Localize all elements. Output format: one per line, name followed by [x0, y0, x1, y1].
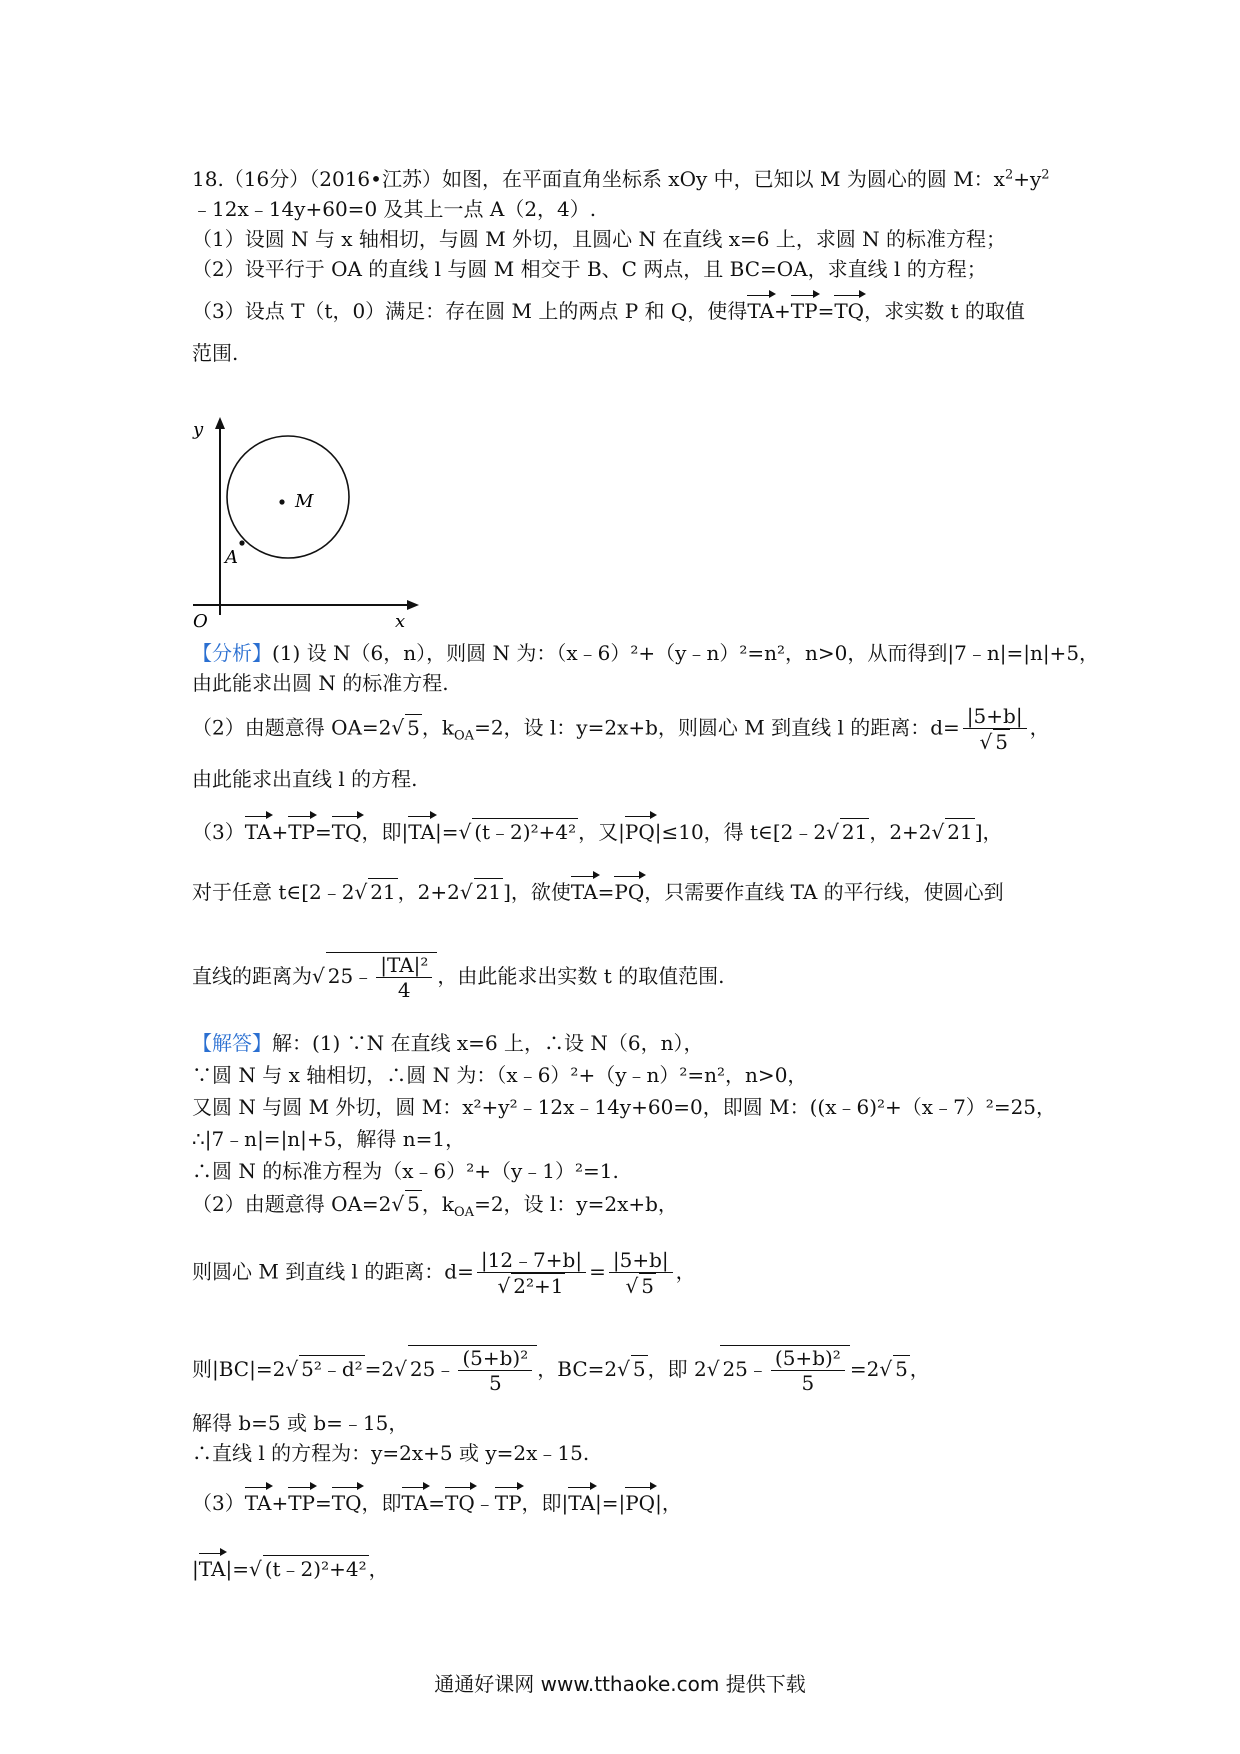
- vector-ta: TA: [570, 880, 598, 904]
- analysis-text: ，2+2: [869, 820, 932, 844]
- analysis-line-2: 由此能求出圆 N 的标准方程.: [192, 671, 449, 695]
- radicand: [408, 1345, 537, 1395]
- vector-tp: TP: [494, 1491, 522, 1515]
- solution-text: ，BC=2: [537, 1357, 618, 1381]
- analysis-text: 直线的距离为: [192, 964, 312, 988]
- analysis-text: ，k: [421, 715, 455, 740]
- denominator: 5: [801, 1371, 815, 1395]
- solution-line-3: 又圆 N 与圆 M 外切，圆 M：x²+y²﹣12x﹣14y+60=0，即圆 M：((x﹣6)²+（x﹣7）²=25，: [192, 1095, 1057, 1119]
- radicand: 5: [407, 1192, 420, 1216]
- exponent: 2: [1041, 167, 1050, 183]
- problem-text: 18.（16分）（2016•江苏）如图，在平面直角坐标系 xOy 中，已知以 M 为圆心的圆 M：x: [192, 167, 1005, 191]
- analysis-text: 对于任意 t∈[2﹣2: [192, 880, 355, 904]
- op: ﹣: [474, 1491, 495, 1515]
- solution-line-5: ∴圆 N 的标准方程为（x﹣6）²+（y﹣1）²=1.: [192, 1159, 619, 1183]
- label-x: x: [395, 611, 406, 630]
- analysis-tag: 【分析】: [192, 641, 272, 665]
- analysis-text: (1) 设 N（6，n），则圆 N 为：（x﹣6）²+（y﹣n）²=n²，n>0，从而得到|7﹣n|=|n|+5，: [272, 641, 1100, 665]
- radicand-part: 25﹣: [327, 964, 374, 988]
- numerator: (5+b)²: [458, 1346, 532, 1371]
- vector-tp: TP: [288, 1491, 315, 1515]
- exponent: 2: [1004, 167, 1014, 183]
- radicand: 21: [947, 820, 973, 844]
- analysis-text: ]，欲使: [503, 880, 571, 904]
- analysis-text: ]，: [974, 820, 1003, 844]
- solution-text: 解：(1) ∵N 在直线 x=6 上，∴设 N（6，n），: [272, 1031, 704, 1055]
- radicand: 21: [841, 820, 868, 844]
- vector-ta: TA: [747, 299, 775, 323]
- problem-text: （3）设点 T（t，0）满足：存在圆 M 上的两点 P 和 Q，使得: [192, 299, 748, 323]
- solution-line-2: ∵圆 N 与 x 轴相切，∴圆 N 为：（x﹣6）²+（y﹣n）²=n²，n>0，: [192, 1063, 808, 1087]
- analysis-text: |=: [434, 820, 459, 844]
- radicand: 5: [895, 1357, 908, 1381]
- radicand-part: 25﹣: [409, 1357, 456, 1381]
- vector-tp: TP: [288, 820, 315, 844]
- analysis-text: ，又|: [578, 820, 625, 844]
- problem-part-1: （1）设圆 N 与 x 轴相切，与圆 M 外切，且圆心 N 在直线 x=6 上，求圆 N 的标准方程；: [192, 227, 1007, 251]
- solution-text: （3）: [192, 1491, 245, 1515]
- solution-line-12: |TA|=√ (t﹣2)²+4² ，: [192, 1557, 389, 1581]
- y-axis-arrow: [215, 417, 225, 429]
- solution-text: |，: [655, 1491, 682, 1515]
- numerator: |TA|²: [376, 953, 432, 978]
- op: =: [589, 1259, 606, 1284]
- radicand-part: 25﹣: [722, 1357, 768, 1381]
- solution-text: ，: [368, 1557, 389, 1581]
- label-o: O: [193, 611, 208, 630]
- numerator: |5+b|: [609, 1248, 673, 1273]
- analysis-text: =2，设 l：y=2x+b，则圆心 M 到直线 l 的距离：d=: [474, 715, 960, 740]
- op: +: [271, 820, 289, 844]
- analysis-text: （2）由题意得 OA=2: [192, 715, 392, 740]
- distance-fraction: [963, 704, 1027, 754]
- denominator: √ 5: [979, 730, 1008, 754]
- analysis-text: ，2+2: [397, 880, 460, 904]
- distance-fraction-2: [609, 1248, 673, 1298]
- solution-text: ，即: [361, 1491, 402, 1515]
- vector-tq: TQ: [331, 1491, 362, 1515]
- op: =: [428, 1491, 445, 1515]
- op: =: [597, 880, 615, 904]
- solution-text: |=: [225, 1557, 249, 1581]
- analysis-line-1: [192, 640, 1099, 666]
- radicand: [720, 1345, 849, 1395]
- analysis-text: ，只需要作直线 TA 的平行线，使圆心到: [644, 880, 1004, 904]
- vector-ta: TA: [568, 1491, 595, 1515]
- vector-ta: TA: [408, 820, 435, 844]
- problem-line-2: ﹣12x﹣14y+60=0 及其上一点 A（2，4）.: [192, 197, 597, 221]
- op: +: [271, 1491, 289, 1515]
- solution-text: 则圆心 M 到直线 l 的距离：d=: [192, 1259, 474, 1284]
- analysis-text: （3）: [192, 820, 245, 844]
- vector-tq: TQ: [331, 820, 362, 844]
- point-m: [279, 499, 284, 504]
- circle-m: [227, 436, 349, 558]
- ta-fraction: [376, 953, 432, 1002]
- numerator: |12﹣7+b|: [477, 1248, 586, 1273]
- radicand: 5²﹣d²: [301, 1357, 363, 1381]
- problem-part-2: （2）设平行于 OA 的直线 l 与圆 M 相交于 B、C 两点，且 BC=OA，求直线 l 的方程；: [192, 257, 987, 281]
- op: =: [315, 820, 332, 844]
- radicand: 5: [995, 730, 1008, 754]
- radicand: 2²+1: [513, 1274, 564, 1298]
- op: =: [315, 1491, 332, 1515]
- solution-text: =2: [849, 1357, 880, 1381]
- vector-ta: TA: [198, 1557, 226, 1581]
- b-fraction: [458, 1346, 532, 1395]
- problem-line-6: 范围.: [192, 341, 239, 365]
- radicand: 21: [370, 880, 396, 904]
- circle-diagram: [185, 415, 420, 630]
- radicand: 5: [641, 1274, 654, 1298]
- denominator: √ 5: [625, 1274, 654, 1298]
- solution-text: |=|: [594, 1491, 626, 1515]
- numerator: |5+b|: [963, 704, 1027, 729]
- radicand: [326, 952, 438, 1002]
- subscript: OA: [454, 728, 475, 744]
- denominator: 4: [397, 978, 411, 1002]
- analysis-text: ，由此能求出实数 t 的取值范围.: [437, 964, 725, 988]
- solution-line-1: [192, 1030, 703, 1056]
- vector-ta: TA: [401, 1491, 429, 1515]
- label-a: A: [225, 547, 238, 568]
- label-m: M: [295, 491, 314, 512]
- analysis-text: |≤10，得 t∈[2﹣2: [654, 820, 827, 844]
- distance-fraction: [477, 1248, 586, 1298]
- analysis-line-5: （3）TA+TP=TQ，即|TA|=√ (t﹣2)²+4² ，又|PQ|≤10，得 t∈[2﹣2√ 21 ，2+2√ 21 ]，: [192, 820, 1003, 844]
- analysis-line-6: 对于任意 t∈[2﹣2√ 21 ，2+2√ 21 ]，欲使TA=PQ，只需要作直线 TA 的平行线，使圆心到: [192, 880, 1004, 904]
- radicand: (t﹣2)²+4²: [474, 820, 577, 844]
- vector-pq: PQ: [614, 880, 645, 904]
- denominator: √ 2²+1: [497, 1274, 564, 1298]
- solution-text: ，即|: [521, 1491, 569, 1515]
- problem-part-3: [192, 298, 1025, 324]
- problem-text: ，求实数 t 的取值: [864, 299, 1025, 323]
- solution-text: |: [192, 1557, 199, 1581]
- vector-ta: TA: [244, 1491, 272, 1515]
- solution-line-7: 则圆心 M 到直线 l 的距离：d= $\frac{|12﹣7+b|}{\text{√ 2²+1}}$ = $\frac{|5+b|}{√ 5}$ ，: [192, 1248, 696, 1298]
- solution-tag: 【解答】: [192, 1031, 272, 1055]
- vector-pq: PQ: [624, 820, 655, 844]
- vector-ta: TA: [244, 820, 272, 844]
- solution-text: （2）由题意得 OA=2: [192, 1192, 392, 1216]
- point-a: [239, 540, 244, 545]
- solution-text: =2，设 l：y=2x+b，: [474, 1192, 678, 1216]
- solution-text: =2: [364, 1357, 395, 1381]
- b-fraction: [771, 1346, 845, 1395]
- solution-text: ，k: [421, 1192, 455, 1216]
- solution-text: ，: [909, 1357, 930, 1381]
- radicand: 5: [407, 715, 420, 740]
- vector-tq: TQ: [444, 1491, 475, 1515]
- problem-text: +y: [1013, 167, 1042, 191]
- radicand: 21: [475, 880, 502, 904]
- x-axis-arrow: [407, 600, 419, 610]
- solution-line-6: （2）由题意得 OA=2√ 5 ，$k_{OA}=2$，设 l：y=2x+b，: [192, 1192, 678, 1220]
- analysis-line-7: 直线的距离为√ 25﹣ $\frac{\text{|TA|²}}{4}$ ，由此能求出实数 t 的取值范围.: [192, 953, 725, 1002]
- page-footer: 通通好课网 www.tthaoke.com 提供下载: [434, 1672, 806, 1696]
- numerator: (5+b)²: [771, 1346, 845, 1371]
- problem-line-1: [192, 166, 1050, 192]
- analysis-text: ，: [1029, 715, 1050, 740]
- analysis-text: ，即|: [361, 820, 409, 844]
- solution-text: 则|BC|=2: [192, 1357, 286, 1381]
- solution-line-8: 则|BC|=2√ 5²﹣d² =2√ 25﹣ $\frac{\text{(5+b)²}}{5}$ ，BC=2√ 5 ，即 2√ 25﹣ $\frac{\text{(5+b)²}}{5}$ =2√ 5 ，: [192, 1346, 930, 1395]
- solution-line-10: ∴直线 l 的方程为：y=2x+5 或 y=2x﹣15.: [192, 1441, 590, 1465]
- analysis-line-3: （2）由题意得 OA=2√ 5 ，$k_{OA}=2$，设 l：y=2x+b，则圆心 M 到直线 l 的距离：d= $\frac{|5+b|}{√ 5}$ ，: [192, 704, 1050, 754]
- radicand: (t﹣2)²+4²: [264, 1557, 367, 1581]
- op: =: [817, 299, 835, 323]
- label-y: y: [193, 419, 204, 440]
- radicand: 5: [632, 1357, 646, 1381]
- vector-tp: TP: [790, 299, 818, 323]
- solution-line-9: 解得 b=5 或 b=﹣15，: [192, 1411, 409, 1435]
- subscript: OA: [454, 1205, 475, 1220]
- solution-text: ，即 2: [647, 1357, 707, 1381]
- vector-tq: TQ: [834, 299, 865, 323]
- op: +: [774, 299, 791, 323]
- vector-pq: PQ: [625, 1491, 656, 1515]
- solution-line-4: ∴|7﹣n|=|n|+5，解得 n=1，: [192, 1127, 466, 1151]
- denominator: 5: [488, 1371, 502, 1395]
- analysis-line-4: 由此能求出直线 l 的方程.: [192, 767, 418, 791]
- solution-line-11: [192, 1490, 682, 1516]
